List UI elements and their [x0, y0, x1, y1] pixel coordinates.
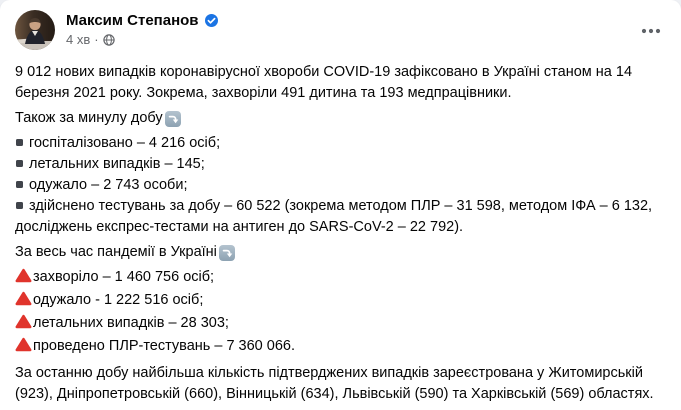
- header-info: [66, 10, 633, 48]
- black-square-bullet-icon: [16, 202, 23, 209]
- list-item-text: летальних випадків – 145;: [29, 156, 205, 172]
- red-triangle-icon: [15, 337, 32, 359]
- list-item: [15, 267, 666, 290]
- list-item-text: одужало – 2 743 особи;: [29, 177, 188, 193]
- list-item-text: госпіталізовано – 4 216 осіб;: [29, 135, 221, 151]
- red-triangle-icon: [15, 314, 32, 336]
- red-triangle-icon: [15, 268, 32, 290]
- black-square-bullet-icon: [16, 160, 23, 167]
- verified-badge-icon: [205, 14, 218, 27]
- ellipsis-icon: [641, 28, 661, 34]
- avatar[interactable]: [15, 10, 55, 50]
- list-item: [15, 196, 666, 238]
- post-content: [0, 50, 681, 405]
- red-triangle-icon: [15, 291, 32, 313]
- post-header: [0, 0, 681, 50]
- list-item-text: одужало - 1 222 516 осіб;: [33, 292, 204, 308]
- avatar-photo: [15, 10, 55, 50]
- author-name[interactable]: Максим Степанов: [66, 12, 199, 29]
- black-square-bullet-icon: [16, 139, 23, 146]
- list-item: [15, 133, 666, 154]
- globe-privacy-icon: [103, 34, 115, 46]
- regions-paragraph: За останню добу найбільша кількість підтверджених випадків зареєстрована у Житомирській (923), Дніпропетровській (660), Вінницькій (634), Львівській (590) та Харківській (569) областях.: [15, 365, 654, 402]
- list-item-text: здійснено тестувань за добу – 60 522 (зокрема методом ПЛР – 31 598, методом ІФА – 6 132, досліджень експрес-тестами на антиген до SARS-CoV-2 – 22 792).: [15, 198, 653, 235]
- list-item-text: летальних випадків – 28 303;: [33, 315, 229, 331]
- list-item: [15, 290, 666, 313]
- list-item: [15, 154, 666, 175]
- post-meta: [66, 32, 633, 48]
- pandemic-heading-text: За весь час пандемії в Україні: [15, 244, 217, 260]
- list-item: [15, 313, 666, 336]
- daily-stats-list: [15, 133, 666, 238]
- list-item: [15, 336, 666, 359]
- intro-paragraph: 9 012 нових випадків коронавірусної хвороби COVID-19 зафіксовано в Україні станом на 14 березня 2021 року. Зокрема, захворіли 491 дитина та 193 медпрацівники.: [15, 64, 633, 101]
- arrow-curving-down-emoji: [219, 245, 235, 261]
- pandemic-heading: [15, 242, 666, 263]
- daily-heading-text: Також за минулу добу: [15, 110, 163, 126]
- more-options-button[interactable]: [633, 13, 669, 49]
- meta-separator: ·: [94, 32, 99, 47]
- black-square-bullet-icon: [16, 181, 23, 188]
- list-item-text: захворіло – 1 460 756 осіб;: [33, 269, 215, 285]
- arrow-curving-down-emoji: [165, 111, 181, 127]
- list-item: [15, 175, 666, 196]
- timestamp[interactable]: 4 хв: [66, 32, 91, 47]
- pandemic-stats-list: [15, 267, 666, 359]
- daily-heading: [15, 108, 666, 129]
- list-item-text: проведено ПЛР-тестувань – 7 360 066.: [33, 338, 295, 354]
